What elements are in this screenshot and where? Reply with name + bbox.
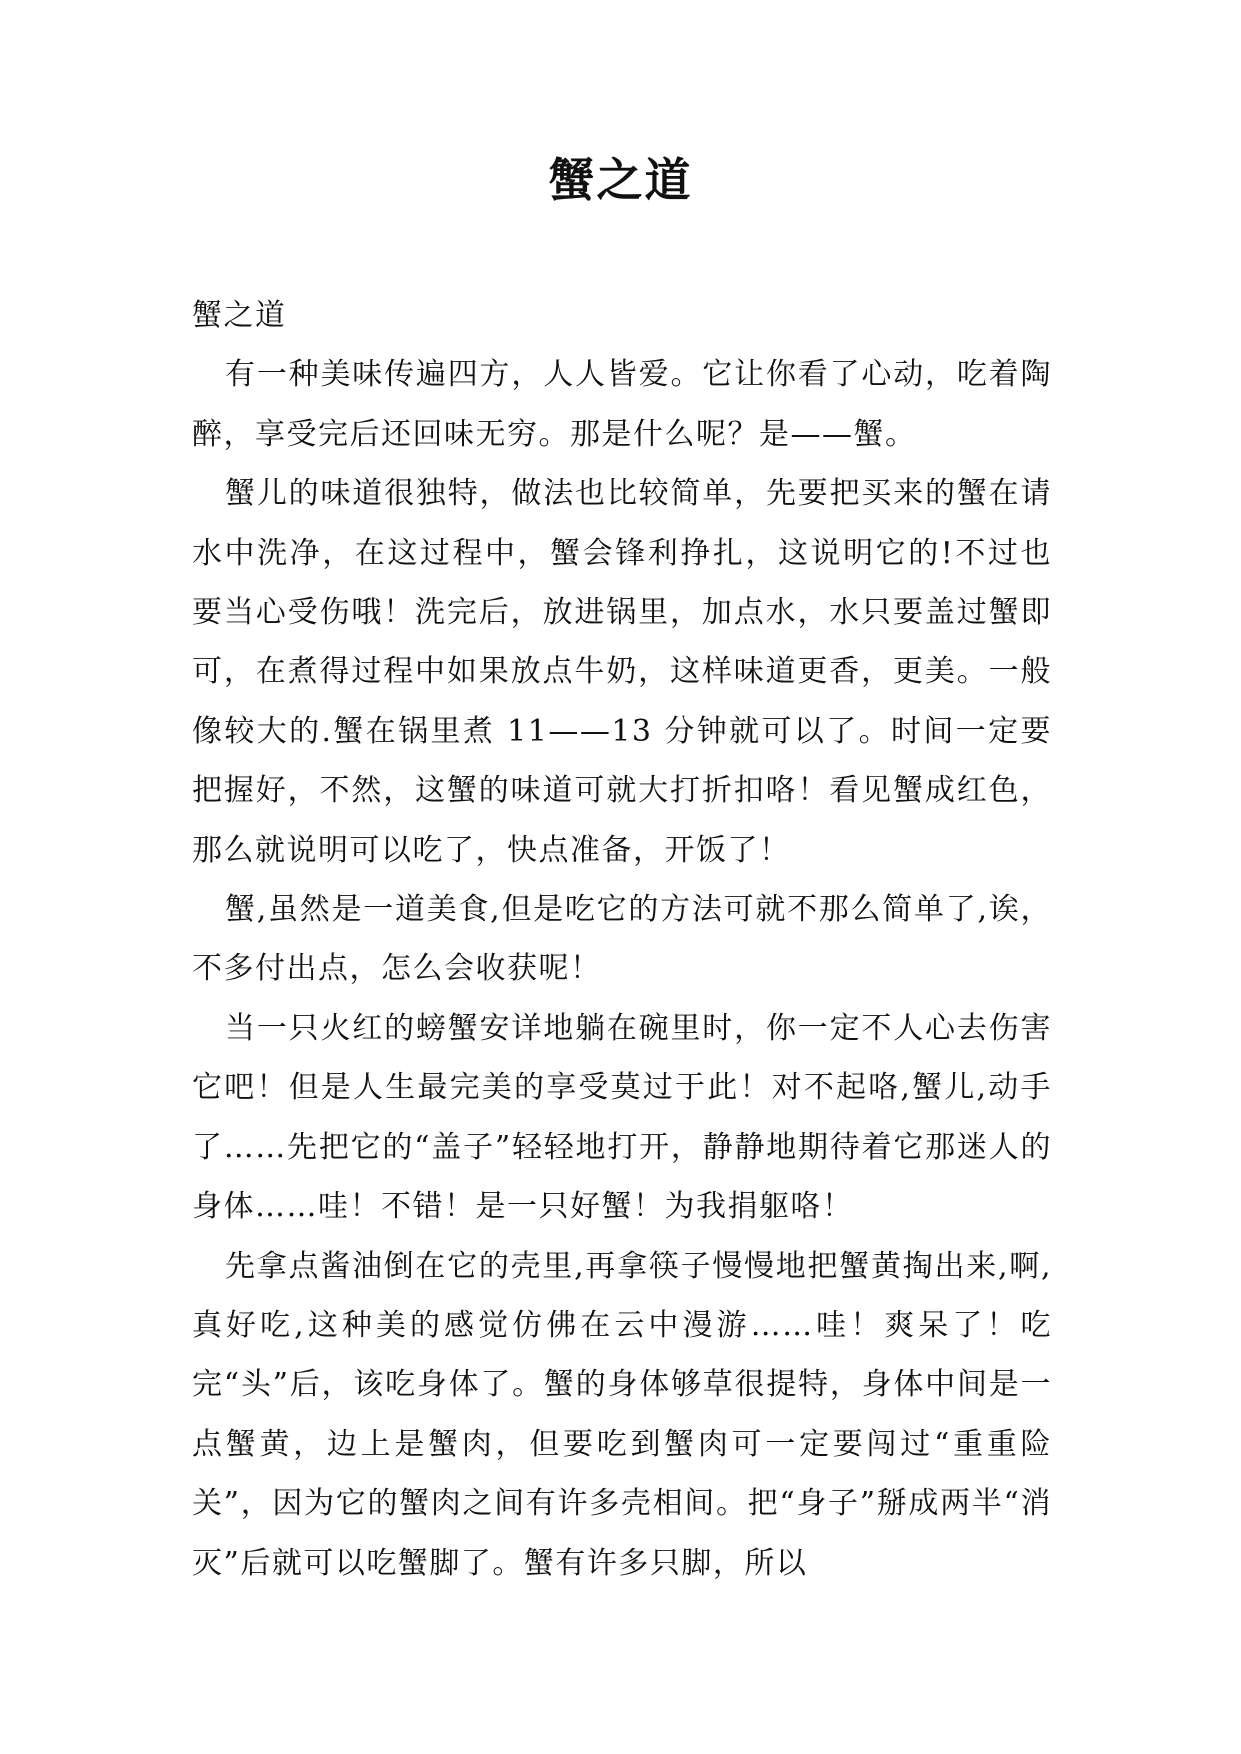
- paragraph: 先拿点酱油倒在它的壳里,再拿筷子慢慢地把蟹黄掏出来,啊,真好吃,这种美的感觉仿佛在云中漫游……哇！爽呆了！吃完“头”后，该吃身体了。蟹的身体够草很提特，身体中间是一点蟹黄，边上是蟹肉，但要吃到蟹肉可一定要闯过“重重险关”，因为它的蟹肉之间有许多壳相间。把“身子”掰成两半“消灭”后就可以吃蟹脚了。蟹有许多只脚，所以: [192, 1248, 1052, 1581]
- paragraph: 有一种美味传遍四方，人人皆爱。它让你看了心动，吃着陶醉，享受完后还回味无穷。那是什么呢？是——蟹。: [192, 357, 1052, 452]
- paragraph: 蟹,虽然是一道美食,但是吃它的方法可就不那么简单了,诶，不多付出点，怎么会收获呢！: [192, 892, 1052, 987]
- document-body: [192, 286, 1052, 1593]
- paragraph: 当一只火红的螃蟹安详地躺在碗里时，你一定不人心去伤害它吧！但是人生最完美的享受莫过于此！对不起咯,蟹儿,动手了……先把它的“盖子”轻轻地打开，静静地期待着它那迷人的身体……哇！不错！是一只好蟹！为我捐躯咯！: [192, 1010, 1052, 1225]
- paragraph: 蟹儿的味道很独特，做法也比较简单，先要把买来的蟹在请水中洗净，在这过程中，蟹会锋利挣扎，这说明它的!不过也要当心受伤哦！洗完后，放进锅里，加点水，水只要盖过蟹即可，在煮得过程中如果放点牛奶，这样味道更香，更美。一般像较大的.蟹在锅里煮 11——13 分钟就可以了。时间一定要把握好，不然，这蟹的味道可就大打折扣咯！看见蟹成红色，那么就说明可以吃了，快点准备，开饭了！: [192, 476, 1052, 868]
- document-subheading: 蟹之道: [192, 298, 287, 333]
- page-title: 蟹之道: [548, 153, 693, 207]
